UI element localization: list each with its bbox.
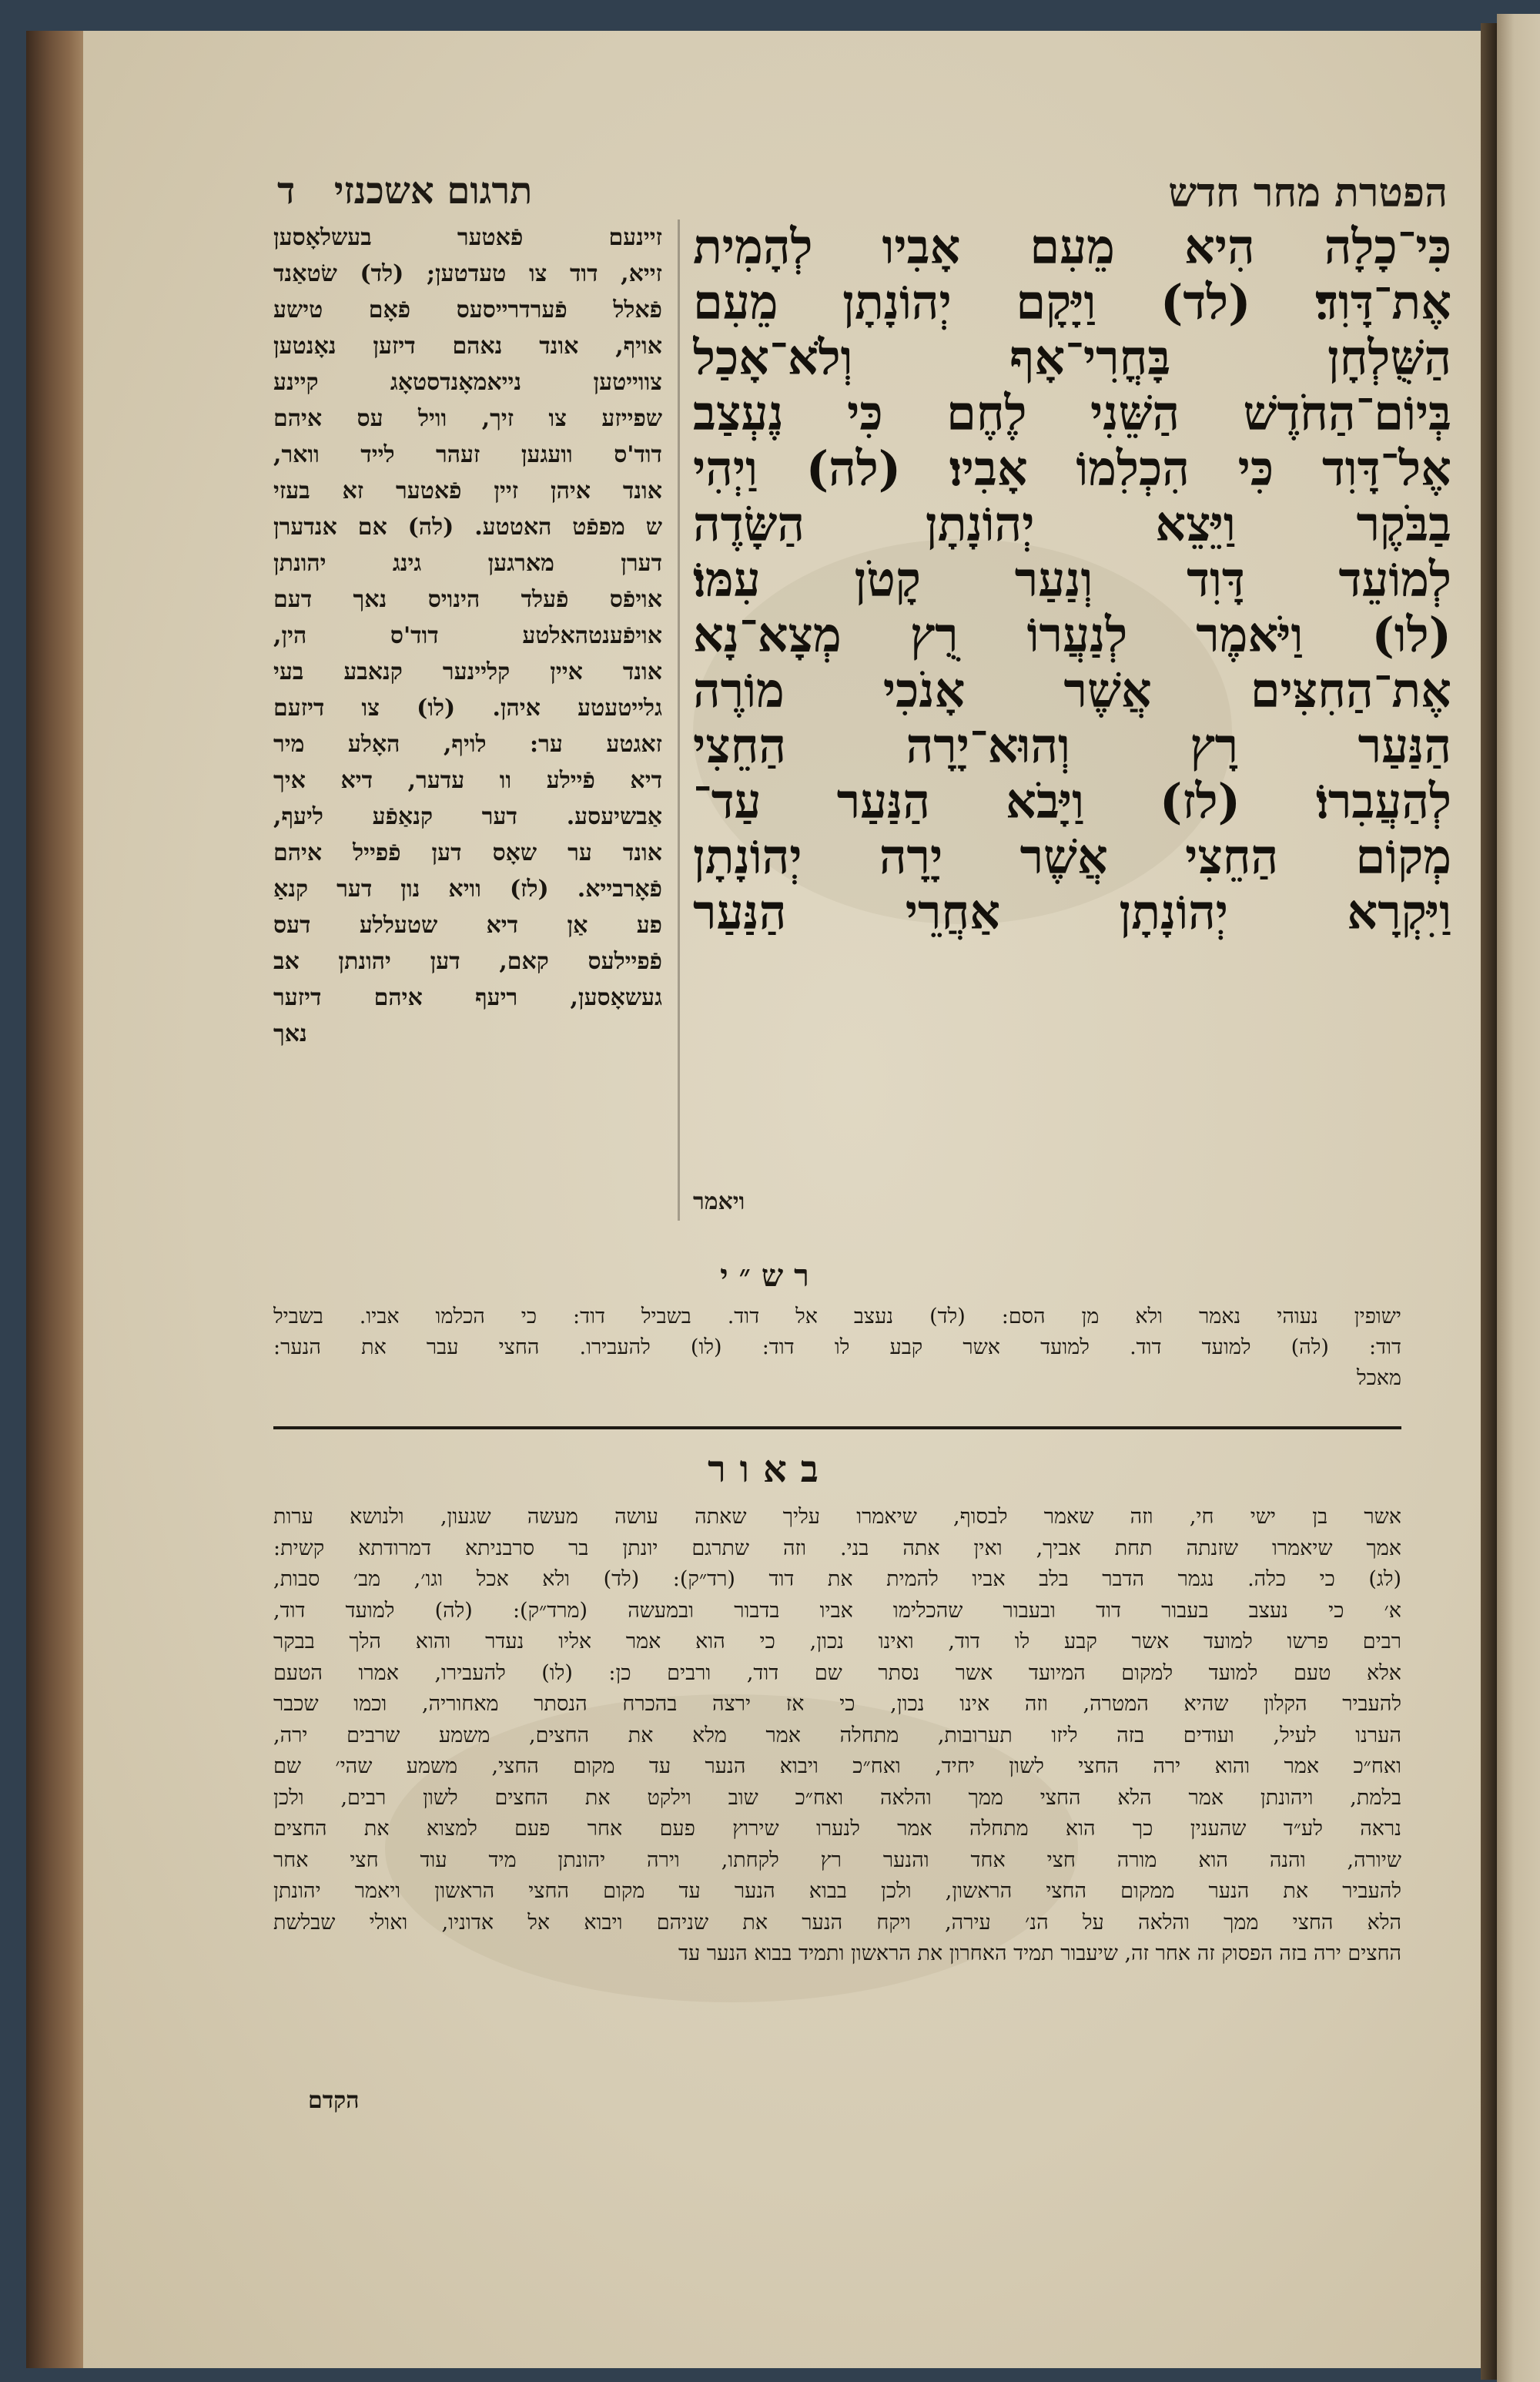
targum-column [273, 219, 662, 1052]
next-page-edge [1497, 14, 1540, 2382]
main-line: (לו) וַיֹּאמֶר לְנַעֲרוֹ רֻץ מְצָא־נָא [693, 608, 1451, 663]
rashi-line: מאכל [1356, 1366, 1401, 1390]
targum-line: זאגטע ער: לויף, האָלע מיר [273, 731, 662, 758]
targum-header [277, 169, 532, 213]
biur-line: החצים ירה בזה הפסוק זה אחר זה, שיעבור תמיד האחרון את הראשון ותמיד בבוא הנער עד [678, 1941, 1401, 1965]
main-line: אֶל־דָּוִד כִּי הִכְלִמוֹ אָבִיו׃ (לה) וַיְהִי [693, 441, 1451, 497]
targum-line: דיא פֿיילע וו עדער, דיא איך [273, 767, 662, 794]
section-rule [273, 1426, 1401, 1429]
biur-line: (לג) כי כלה. נגמר הדבר בלב אביו להמית את דוד (רד״ק): (לד) ולא אכל וגו׳, מב׳ סבות, [273, 1567, 1401, 1591]
targum-line: זיינעם פֿאטער בעשלאָסען [273, 224, 662, 251]
targum-line: אויף, אונד נאהם דיזען נאָנטען [273, 333, 662, 360]
biur-line: הערנו לעיל, ועודים בזה ליזו תערובות, מתחלה אמר מלא את החצים, משמע שרבים ירה, [273, 1723, 1401, 1747]
biur-line: שיורה, והנה הוא מורה חצי אחד והנער רץ לקחתו, וירה יהונתן מיד עוד חצי אחר [273, 1848, 1401, 1872]
targum-line: אַבשיעסע. דער קנאַפֿע ליעף, [273, 803, 662, 830]
biur-line: רבים פרשו למועד אשר קבע לו דוד, ואינו נכון, כי הוא אמר אליו נעדר והוא הלך בבקר [273, 1630, 1401, 1653]
page-letter: ד [277, 169, 296, 213]
targum-line: דוד'ס וועגען זעהר לייד וואר, [273, 441, 662, 468]
targum-catchword: נאך [273, 1020, 307, 1047]
targum-title: תרגום אשכנזי [333, 169, 533, 213]
biur-line: ואח״כ אמר והוא ירה החצי לשון יחיד, ואח״כ ויבוא הנער עד מקום החצי, משמע שהי׳ שם [273, 1754, 1401, 1778]
targum-line: צווייטען נייאמאָנדסטאָג קיינע [273, 369, 662, 396]
biur-catchword: הקדם [308, 2087, 360, 2114]
rashi-line: דוד: (לה) למועד דוד. למועד אשר קבע לו דוד: (לו) להעבירו. החצי עבר את הנער: [273, 1335, 1401, 1359]
main-line: הַנַּעַר רָץ וְהוּא־יָרָה הַחֵצִי [693, 719, 1451, 774]
main-hebrew-text [693, 219, 1451, 1215]
main-line: לְמוֹעֵד דָּוִד וְנַעַר קָטֹן עִמּוֹ׃ [693, 552, 1451, 608]
main-catchword: ויאמר [693, 1188, 745, 1215]
column-divider [678, 219, 680, 1221]
rashi-heading: רש״י [720, 1258, 820, 1294]
targum-line: אונד איין קליינער קנאבע בעי [273, 658, 662, 685]
main-line: אֶת־דָּוִד׃ (לד) וַיָּקָם יְהוֹנָתָן מֵעִם [693, 275, 1451, 330]
main-line: מְקוֹם הַחֵצִי אֲשֶׁר יָרָה יְהוֹנָתָן [693, 829, 1451, 885]
main-line: אֶת־הַחִצִּים אֲשֶׁר אָנֹכִי מוֹרֶה [693, 663, 1451, 719]
biur-heading: באור [708, 1448, 832, 1491]
targum-line: געשאָסען, ריעף איהם דיזער [273, 984, 662, 1011]
targum-line: ש מפפֿט האטטע. (לה) אם אנדערן [273, 514, 662, 541]
biur-line: בלמת, ויהונתן אמר הלא החצי ממך והלאה ואח״כ שוב וילקט את החצים לשון רבים, ולכן [273, 1785, 1401, 1810]
main-line: בַבֹּקֶר וַיֵּצֵא יְהוֹנָתָן הַשָּׂדֶה [693, 497, 1451, 552]
main-line: וַיִּקְרָא יְהוֹנָתָן אַחֲרֵי הַנַּעַר [693, 885, 1451, 940]
targum-line: אויפֿענטהאלטע דוד'ס הין, [273, 622, 662, 649]
page-gutter [1481, 23, 1497, 2380]
targum-line: אונד ער שאָס דען פֿפייל איהם [273, 839, 662, 866]
biur-line: הלא החצי ממך והלאה על הנ׳ עירה, ויקח הנער את שניהם ויבוא אל אדוניו, ואולי שבלשת [273, 1910, 1401, 1935]
targum-line: אונד איהן זיין פֿאטער זא בעזי [273, 477, 662, 504]
rashi-line: ישופין נעוהי נאמר ולא מן הסם: (לד) נעצב אל דוד. בשביל דוד: כי הכלמו אביו. בשביל [273, 1305, 1401, 1328]
rashi-commentary [273, 1302, 1401, 1394]
biur-line: אשר בן ישי חי, וזה שאמר לבסוף, שיאמרו עליך שאתה עושה מעשה שגעון, ולנושא ערות [273, 1505, 1401, 1529]
targum-line: פֿאלל פֿערדרייסעס פֿאָם טישע [273, 296, 662, 323]
targum-line: שפייזע צו זיך, וויל עס איהם [273, 405, 662, 432]
biur-line: א׳ כי נעצב בעבור דוד ובעבור שהכלימו אביו בדבור ובמעשה (מרד״ק): (לה) למועד דוד, [273, 1598, 1401, 1623]
biur-line: אלא טעם למועד למקום המיועד אשר נסתר שם דוד, ורבים כן: (לו) להעבירו, אמרו הטעם [273, 1660, 1401, 1685]
targum-line: פֿפיילעס קאם, דען יהונתן אב [273, 948, 662, 975]
targum-line: פע אַן דיא שטעללע דעס [273, 912, 662, 939]
biur-line: להעביר את הנער ממקום החצי הראשון, ולכן בבוא הנער עד מקום החצי הראשון ויאמר יהונתן [273, 1879, 1401, 1903]
main-line: בְּיוֹם־הַחֹדֶשׁ הַשֵּׁנִי לֶחֶם כִּי נֶעְצַב [693, 386, 1451, 441]
biur-line: נראה לע״ד שהענין כך הוא מתחלה אמר לנערו שירוץ פעם אחר פעם למצוא את החצים [273, 1817, 1401, 1841]
biur-line: אמך שיאמרו שזנתה תחת אביך, ואין אתה בני. וזה שתרגם יונתן בר סרבניתא דמרודתא קשית: [273, 1536, 1401, 1560]
targum-line: פֿאָרבייא. (לז) וויא נון דער קנאַ [273, 876, 662, 903]
haftarah-title: הפטרת מחר חדש [1168, 169, 1448, 216]
targum-line: אויפֿס פֿעלד הינויס נאך דעם [273, 586, 662, 613]
book-spine [26, 31, 84, 2368]
targum-line: זייא, דוד צו טעדטען; (לד) שׂטאַנד [273, 260, 662, 287]
targum-line: גלייטעטע איהן. (לו) צו דיזעם [273, 695, 662, 722]
main-line: לְהַעֲבִרוֹ׃ (לז) וַיָּבֹא הַנַּעַר עַד־ [693, 774, 1451, 829]
targum-line: דערן מארגען גינג יהונתן [273, 550, 662, 577]
biur-commentary [273, 1502, 1401, 1970]
biur-line: להעביר הקלון שהיא המטרה, וזה אינו נכון, כי אז ירצה בהכרח הנסתר מאחוריה, וכמו שכבר [273, 1692, 1401, 1716]
main-line: כִּי־כָלָה הִיא מֵעִם אָבִיו לְהָמִית [693, 219, 1451, 275]
main-line: הַשֻּׁלְחָן בָּחֳרִי־אָף וְלֹא־אָכַל [693, 330, 1451, 386]
